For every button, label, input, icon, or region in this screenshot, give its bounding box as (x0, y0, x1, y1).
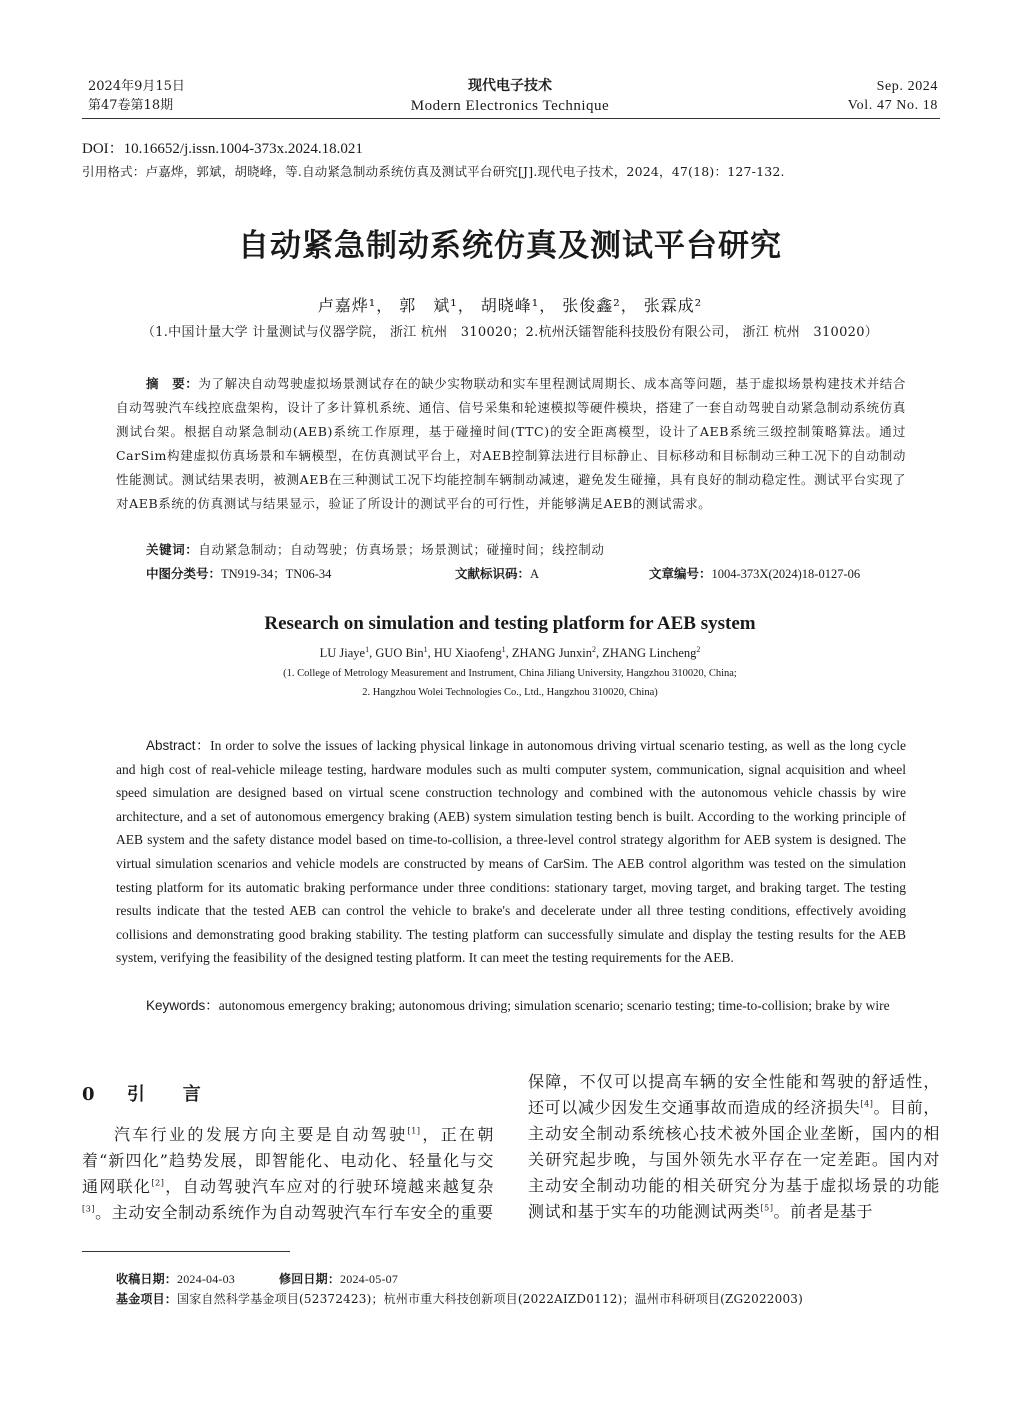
issue-date-en (848, 77, 938, 115)
date-cn: 2024年9月15日 (88, 79, 185, 94)
reference-link[interactable]: [2] (151, 1178, 165, 1188)
footnote-rule (82, 1251, 290, 1252)
date-en: Sep. 2024 (876, 79, 938, 94)
abstract-cn-label: 摘 要： (146, 376, 199, 391)
abstract-en-label: Abstract： (146, 738, 211, 753)
keywords-en-label: Keywords： (146, 998, 219, 1013)
keywords-cn-text: 自动紧急制动；自动驾驶；仿真场景；场景测试；碰撞时间；线控制动 (198, 542, 605, 557)
citation-format: 引用格式：卢嘉烨，郭斌，胡晓峰，等.自动紧急制动系统仿真及测试平台研究[J].现代电子技术，2024，47(18)：127-132. (82, 164, 785, 179)
doi[interactable]: DOI：10.16652/j.issn.1004-373x.2024.18.021 (82, 141, 363, 157)
abstract-cn-text: 为了解决自动驾驶虚拟场景测试存在的缺少实物联动和实车里程测试周期长、成本高等问题，基于虚拟场景构建技术并结合自动驾驶汽车线控底盘架构，设计了多计算机系统、通信、信号采集和轮速模拟等硬件模块，搭建了一套自动驾驶自动紧急制动系统仿真测试台架。根据自动紧急制动(AEB)系统工作原理，基于碰撞时间(TTC)的安全距离模型，设计了AEB系统三级控制策略算法。通过CarSim构建虚拟仿真场景和车辆模型，在仿真测试平台上，对AEB控制算法进行目标静止、目标移动和目标制动三种工况下的自动制动性能测试。测试结果表明，被测AEB在三种测试工况下均能控制车辆制动减速，避免发生碰撞，具有良好的制动稳定性。测试平台实现了对AEB系统的仿真测试与结果显示，验证了所设计的测试平台的可行性，并能够满足AEB的测试需求。 (116, 376, 906, 511)
abstract-en-text: In order to solve the issues of lacking physical linkage in autonomous driving virtual scenario testing, as well as the long cycle and high cost of real-vehicle mileage testing, hardware modules such as multi computer system, communication, signal acquisition and wheel speed simulation are designed based on virtual scene construction technology and combined with the autonomous vehicle chassis by wire architecture, and a set of autonomous emergency braking (AEB) system simulation testing bench is built. According to the working principle of AEB system and the safety distance model based on time-to-collision, a three-level control strategy algorithm for AEB system is designed. The virtual simulation scenarios and vehicle models are constructed by means of CarSim. The AEB control algorithm was tested on the simulation testing platform for its automatic braking performance under three conditions: stationary target, moving target, and braking target. The testing results indicate that the tested AEB can control the vehicle to brake's and decelerate under all three testing conditions, effectively avoiding collisions and demonstrating good braking stability. The testing platform can successfully simulate and display the testing results for the AEB system, verifying the feasibility of the designed testing platform. It can meet the testing requirements for the AEB. (116, 738, 906, 966)
section-heading (82, 1080, 211, 1106)
keywords-en (116, 994, 906, 1018)
document-code-label: 文献标识码： (455, 566, 531, 581)
volume-cn: 第47卷第18期 (88, 98, 174, 113)
reference-link[interactable]: [1] (407, 1126, 421, 1136)
affiliation-en-1: (1. College of Metrology Measurement and Instrument, China Jiliang University, Hangzhou 310020, China; (283, 668, 737, 679)
revised-date: 2024-05-07 (340, 1272, 399, 1286)
author-en: GUO Bin$^1$ (375, 645, 428, 661)
section-number: 0 (82, 1084, 105, 1105)
authors-cn: 卢嘉烨¹， 郭 斌¹， 胡晓峰¹， 张俊鑫²， 张霖成² (317, 296, 703, 315)
header-rule (82, 118, 940, 119)
keywords-en-text: autonomous emergency braking; autonomous driving; simulation scenario; scenario testing; time-to-collision; brake by wire (218, 998, 890, 1013)
author-en: ZHANG Junxin$^2$ (511, 645, 597, 661)
article-number (649, 564, 860, 582)
keywords-cn (146, 540, 605, 558)
journal-name-en: Modern Electronics Technique (410, 98, 610, 114)
dates-footnote (116, 1270, 398, 1287)
article-number-label: 文章编号： (649, 566, 712, 581)
fund-footnote (116, 1290, 803, 1307)
keywords-cn-label: 关键词： (146, 542, 199, 557)
affiliation-en-2: 2. Hangzhou Wolei Technologies Co., Ltd., Hangzhou 310020, China) (362, 687, 658, 698)
fund-value: 国家自然科学基金项目(52372423)；杭州市重大科技创新项目(2022AIZD0112)；温州市科研项目(ZG2022003) (177, 1292, 803, 1306)
reference-link[interactable]: [5] (760, 1203, 774, 1213)
received-date: 2024-04-03 (177, 1272, 236, 1286)
body-column-right: 保障，不仅可以提高车辆的安全性能和驾驶的舒适性，还可以减少因发生交通事故而造成的经济损失[4]。目前，主动安全制动系统核心技术被外国企业垄断，国内的相关研究起步晚，与国外领先水平存在一定差距。国内对主动安全制动功能的相关研究分为基于虚拟场景的功能测试和基于实车的功能测试两类[5]。前者是基于 (528, 1072, 940, 1221)
author-en: LU Jiaye$^1$ (319, 645, 370, 661)
body-column-left: 汽车行业的发展方向主要是自动驾驶[1]，正在朝着“新四化”趋势发展，即智能化、电动化、轻量化与交通网联化[2]，自动驾驶汽车应对的行驶环境越来越复杂[3]。主动安全制动系统作为自动驾驶汽车行车安全的重要 (82, 1125, 494, 1222)
author-en: HU Xiaofeng$^1$ (433, 645, 506, 661)
received-label: 收稿日期： (116, 1272, 178, 1286)
paper-title-en: Research on simulation and testing platform for AEB system (264, 613, 756, 634)
clc-label: 中图分类号： (146, 566, 222, 581)
fund-label: 基金项目： (116, 1292, 178, 1306)
abstract-cn (116, 372, 906, 516)
article-number-value: 1004-373X(2024)18-0127-06 (711, 567, 861, 581)
clc-number (146, 564, 331, 582)
document-code-value: A (530, 567, 540, 581)
reference-link[interactable]: [3] (82, 1204, 96, 1214)
paper-title-cn: 自动紧急制动系统仿真及测试平台研究 (238, 228, 782, 264)
reference-link[interactable]: [4] (860, 1099, 874, 1109)
clc-value: TN919-34；TN06-34 (221, 567, 332, 581)
author-en: ZHANG Lincheng$^2$ (602, 645, 701, 661)
document-code (455, 564, 539, 582)
journal-name-cn: 现代电子技术 (468, 78, 552, 94)
affiliations-cn: （1.中国计量大学 计量测试与仪器学院， 浙江 杭州 310020；2.杭州沃镭智能科技股份有限公司， 浙江 杭州 310020） (141, 325, 879, 340)
authors-en: LU Jiaye$^1$, GUO Bin$^1$, HU Xiaofeng$^1$, ZHANG Junxin$^2$, ZHANG Lincheng$^2$ (319, 645, 701, 661)
revised-label: 修回日期： (279, 1272, 341, 1286)
abstract-en (116, 734, 906, 970)
volume-en: Vol. 47 No. 18 (847, 98, 938, 113)
section-title: 引 言 (126, 1084, 211, 1105)
